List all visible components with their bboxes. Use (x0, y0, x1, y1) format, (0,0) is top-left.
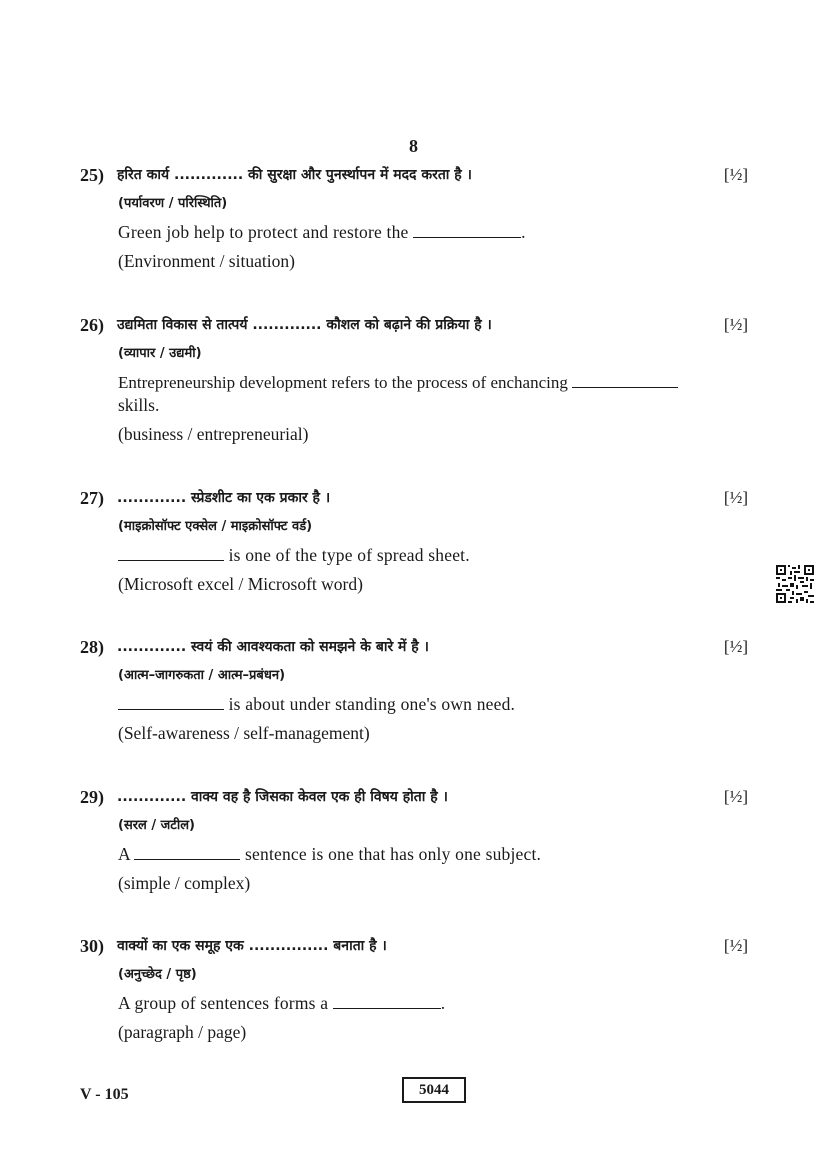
answer-blank (134, 844, 240, 860)
question-number: 28) (80, 637, 104, 657)
english-text-before: Entrepreneurship development refers to the process of enchancing (118, 373, 573, 392)
question-number: 27) (80, 488, 104, 508)
hindi-options: (आत्म–जागरुकता / आत्म–प्रबंधन) (118, 668, 286, 683)
english-question (118, 544, 748, 567)
qr-code-icon (776, 565, 814, 603)
answer-blank (572, 372, 678, 388)
question-body (118, 964, 748, 1044)
english-text-before: A group of sentences forms a (118, 993, 333, 1013)
question-header (80, 635, 748, 659)
english-question (118, 221, 748, 244)
question-header (80, 486, 748, 510)
question-number: 30) (80, 936, 104, 956)
question-marks: [½] (723, 315, 748, 334)
question-number: 26) (80, 315, 104, 335)
english-options: (business / entrepreneurial) (118, 424, 309, 444)
english-question (118, 371, 748, 394)
question-30 (80, 934, 748, 1044)
english-options: (paragraph / page) (118, 1022, 247, 1042)
english-continuation: skills. (118, 395, 160, 415)
hindi-options: (माइक्रोसॉफ्ट एक्सेल / माइक्रोसॉफ्ट वर्ड) (118, 519, 313, 534)
paper-code: V - 105 (80, 1086, 129, 1103)
answer-blank (413, 222, 521, 238)
english-text-after: sentence is one that has only one subject. (240, 844, 542, 864)
question-hindi-text: हरित कार्य ............. की सुरक्षा और पुनर्स्थापन में मदद करता है । (117, 167, 472, 183)
question-body (118, 516, 748, 596)
question-hindi-text: ............. स्वयं की आवश्यकता को समझने के बारे में है । (117, 639, 429, 655)
question-28 (80, 635, 748, 745)
question-marks: [½] (723, 936, 748, 955)
english-options: (Self-awareness / self-management) (118, 723, 370, 743)
paper-number-box: 5044 (402, 1077, 466, 1103)
hindi-options: (पर्यावरण / परिस्थिति) (118, 196, 228, 211)
question-header (80, 163, 748, 187)
hindi-options: (सरल / जटील) (118, 818, 195, 833)
english-text-before: Green job help to protect and restore the (118, 222, 414, 242)
english-options: (Environment / situation) (118, 251, 295, 271)
question-hindi-text: ............. स्प्रेडशीट का एक प्रकार है । (117, 490, 331, 506)
english-options: (Microsoft excel / Microsoft word) (118, 574, 363, 594)
question-body (118, 665, 748, 745)
question-header (80, 785, 748, 809)
question-header (80, 934, 748, 958)
question-marks: [½] (723, 787, 748, 806)
english-text-before: A (118, 844, 135, 864)
english-text-after: . (521, 222, 526, 242)
hindi-options: (व्यापार / उद्यमी) (118, 346, 202, 361)
english-text-after: . (440, 993, 446, 1013)
question-marks: [½] (723, 488, 748, 507)
question-number: 29) (80, 787, 104, 807)
question-body (118, 343, 748, 446)
answer-blank (118, 694, 224, 710)
question-marks: [½] (723, 165, 748, 184)
answer-blank (333, 993, 441, 1009)
question-29 (80, 785, 748, 895)
hindi-options: (अनुच्छेद / पृष्ठ) (118, 967, 197, 982)
question-body (118, 815, 748, 895)
english-question (118, 843, 748, 866)
english-question (118, 693, 748, 716)
english-text-after: is one of the type of spread sheet. (224, 545, 470, 565)
question-body (118, 193, 748, 273)
question-number: 25) (80, 165, 104, 185)
page-number: 8 (409, 136, 418, 156)
english-text-after: is about under standing one's own need. (224, 694, 516, 714)
answer-blank (118, 545, 224, 561)
question-hindi-text: उद्यमिता विकास से तात्पर्य ............. कौशल को बढ़ाने की प्रक्रिया है । (117, 317, 492, 333)
question-25 (80, 163, 748, 273)
english-options: (simple / complex) (118, 873, 251, 893)
question-marks: [½] (723, 637, 748, 656)
question-hindi-text: वाक्यों का एक समूह एक ............... बनाता है । (117, 938, 387, 954)
question-header (80, 313, 748, 337)
question-26 (80, 313, 748, 446)
question-27 (80, 486, 748, 596)
question-hindi-text: ............. वाक्य वह है जिसका केवल एक ही विषय होता है । (117, 789, 448, 805)
english-question (118, 992, 748, 1015)
